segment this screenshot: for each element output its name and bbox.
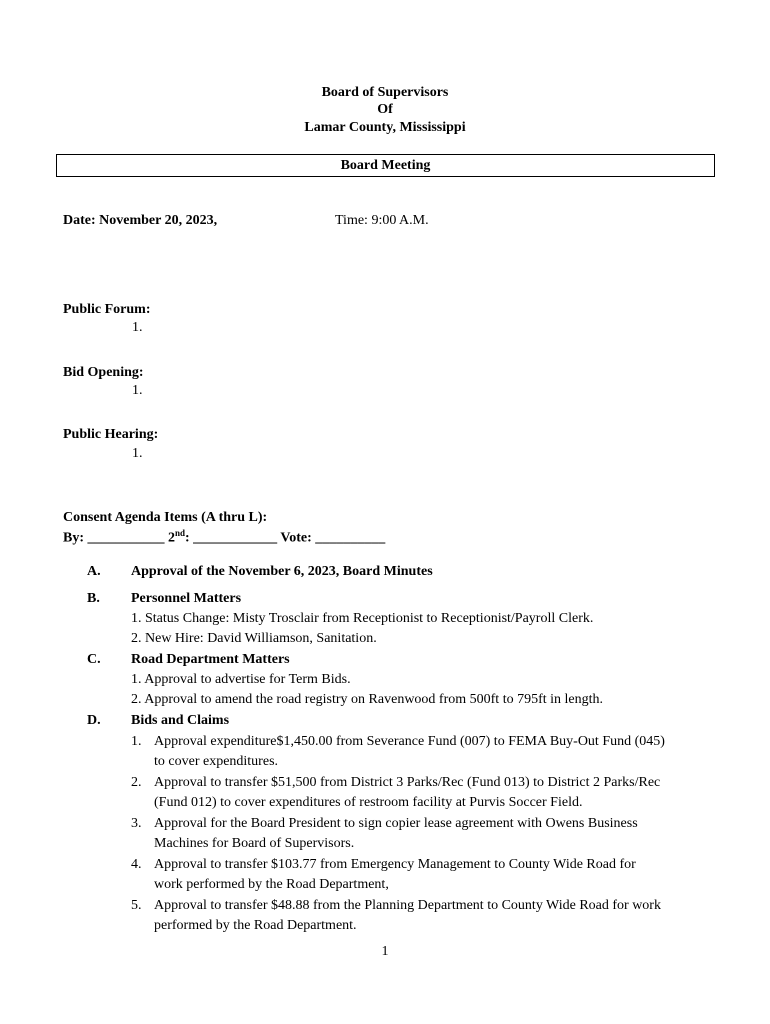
- agenda-d-item-number: 3.: [131, 816, 142, 831]
- agenda-letter-b: B.: [87, 591, 100, 606]
- agenda-letter-a: A.: [87, 564, 101, 579]
- agenda-d-item-line: performed by the Road Department.: [154, 918, 357, 933]
- public-forum-item: 1.: [132, 320, 143, 335]
- agenda-title-d: Bids and Claims: [131, 713, 230, 728]
- agenda-d-item-line: Machines for Board of Supervisors.: [154, 836, 355, 851]
- agenda-d-item-line: Approval to transfer $51,500 from District 3 Parks/Rec (Fund 013) to District 2 Parks/Rec: [154, 775, 661, 790]
- agenda-d-item-line: (Fund 012) to cover expenditures of restroom facility at Purvis Soccer Field.: [154, 795, 583, 810]
- agenda-d-item-number: 5.: [131, 898, 142, 913]
- agenda-d-item-number: 2.: [131, 775, 142, 790]
- agenda-d-item-line: Approval to transfer $48.88 from the Planning Department to County Wide Road for work: [154, 898, 661, 913]
- consent-vote: : ____________ Vote: __________: [185, 530, 386, 546]
- page-number: 1: [381, 944, 389, 959]
- consent-sup: nd: [175, 528, 186, 538]
- agenda-title-c: Road Department Matters: [131, 652, 290, 667]
- public-hearing-title: Public Hearing:: [63, 427, 159, 442]
- agenda-d-item-number: 1.: [131, 734, 142, 749]
- agenda-title-b: Personnel Matters: [131, 591, 242, 606]
- public-forum-title: Public Forum:: [63, 302, 151, 317]
- agenda-d-item-line: Approval for the Board President to sign copier lease agreement with Owens Business: [154, 816, 638, 831]
- bid-opening-item: 1.: [132, 383, 143, 398]
- meeting-type-label: Board Meeting: [340, 158, 431, 173]
- meeting-type-box: [56, 154, 715, 177]
- agenda-d-item-line: to cover expenditures.: [154, 754, 279, 769]
- agenda-letter-d: D.: [87, 713, 101, 728]
- meeting-time: Time: 9:00 A.M.: [335, 213, 429, 228]
- meeting-date: Date: November 20, 2023,: [63, 213, 218, 228]
- agenda-letter-c: C.: [87, 652, 101, 667]
- header-of: Of: [377, 102, 393, 117]
- public-hearing-item: 1.: [132, 446, 143, 461]
- agenda-c-item: 1. Approval to advertise for Term Bids.: [131, 672, 351, 687]
- agenda-b-item: 2. New Hire: David Williamson, Sanitation.: [131, 631, 377, 646]
- consent-vote-line: [63, 528, 385, 547]
- header-county: Lamar County, Mississippi: [304, 120, 466, 135]
- agenda-b-item: 1. Status Change: Misty Trosclair from Receptionist to Receptionist/Payroll Clerk.: [131, 611, 594, 626]
- agenda-title-a: Approval of the November 6, 2023, Board Minutes: [131, 564, 433, 579]
- agenda-d-item-number: 4.: [131, 857, 142, 872]
- consent-agenda-title: Consent Agenda Items (A thru L):: [63, 510, 268, 525]
- agenda-c-item: 2. Approval to amend the road registry on Ravenwood from 500ft to 795ft in length.: [131, 692, 604, 707]
- agenda-d-item-line: Approval expenditure$1,450.00 from Severance Fund (007) to FEMA Buy-Out Fund (045): [154, 734, 665, 749]
- agenda-d-item-line: work performed by the Road Department,: [154, 877, 389, 892]
- header-title: Board of Supervisors: [321, 85, 449, 100]
- consent-by: By: ___________ 2: [63, 530, 175, 546]
- agenda-d-item-line: Approval to transfer $103.77 from Emergency Management to County Wide Road for: [154, 857, 636, 872]
- bid-opening-title: Bid Opening:: [63, 365, 144, 380]
